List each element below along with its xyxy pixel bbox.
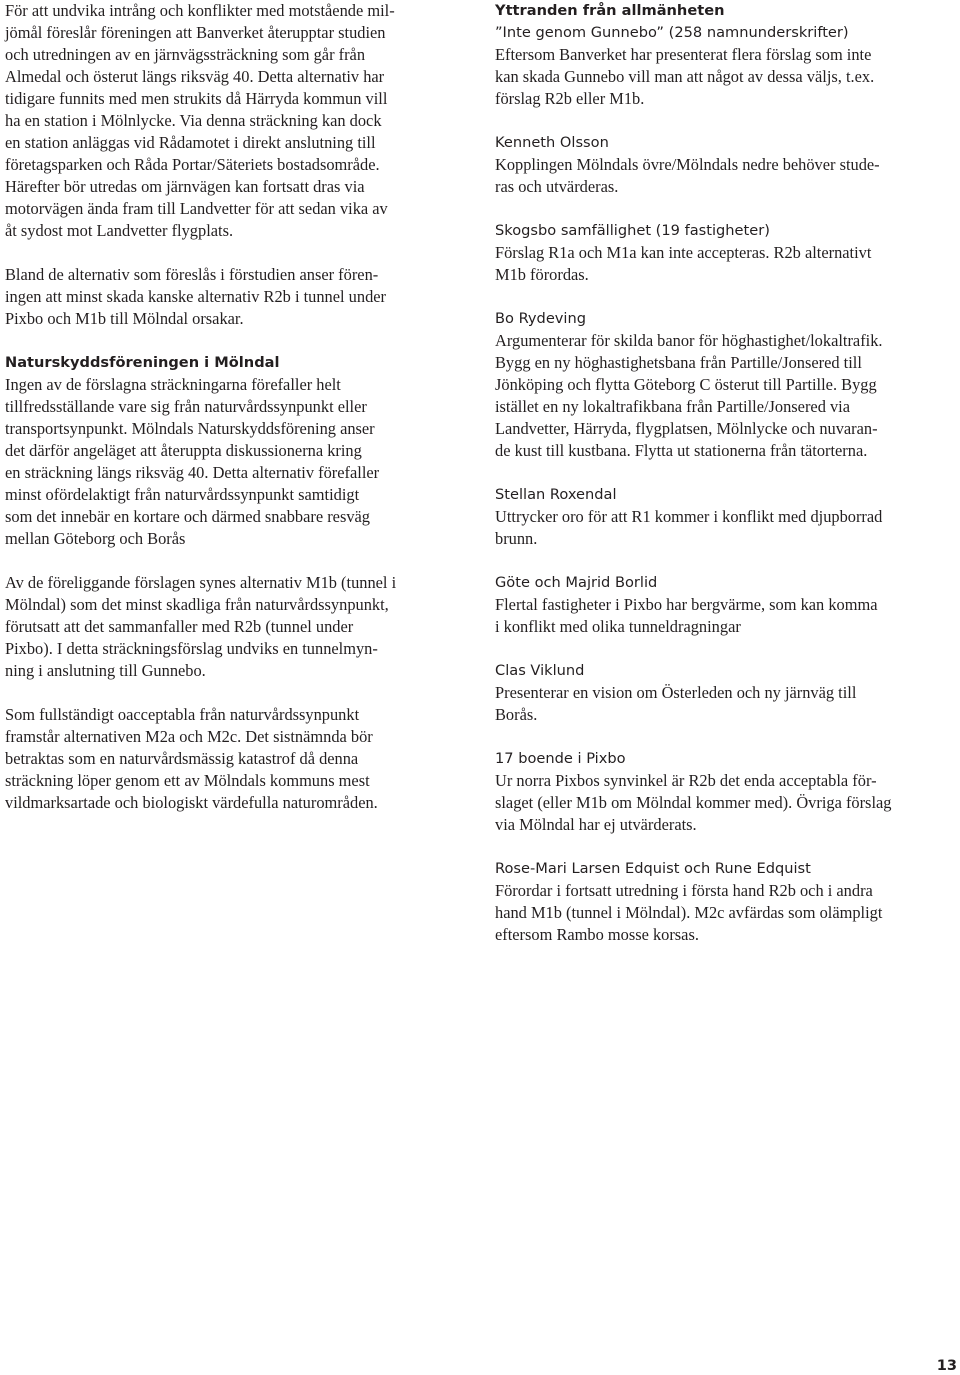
- statement-entry: [495, 858, 957, 946]
- spacer: [495, 110, 957, 132]
- statement-entry: [495, 308, 957, 462]
- statement-text: Flertal fastigheter i Pixbo har bergvärme, som kan komma i konflikt med olika tunneldragningar: [495, 595, 878, 636]
- statement-author: Bo Rydeving: [495, 310, 587, 327]
- recommendation-paragraph: Bland de alternativ som föreslås i förstudien anser fören- ingen att minst skada kanske alternativ R2b i tunnel under Pixbo och M1b till Mölndal orsakar.: [5, 265, 386, 328]
- statement-author: ”Inte genom Gunnebo” (258 namnunderskrifter): [495, 24, 849, 41]
- spacer: [495, 726, 957, 748]
- statement-text: Förordar i fortsatt utredning i första hand R2b och i andra hand M1b (tunnel i Mölndal). M2c avfärdas som olämpligt eftersom Rambo mosse korsas.: [495, 881, 883, 944]
- spacer: [495, 286, 957, 308]
- statement-author: 17 boende i Pixbo: [495, 750, 626, 767]
- naturskydd-paragraph-3: Som fullständigt oacceptabla från naturvårdssynpunkt framstår alternativen M2a och M2c. Det sistnämnda bör betraktas som en naturvårdsmässig katastrof då denna sträckning löper genom ett av Mölndals kommuns mest vildmarksartade och biologiskt värdefulla naturområden.: [5, 705, 378, 812]
- statement-entry: [495, 22, 957, 110]
- statement-entry: [495, 572, 957, 638]
- statement-author: Rose-Mari Larsen Edquist och Rune Edquist: [495, 860, 811, 877]
- spacer: [5, 682, 467, 704]
- spacer: [5, 330, 467, 352]
- statement-entry: [495, 220, 957, 286]
- statement-author: Kenneth Olsson: [495, 134, 609, 151]
- spacer: [495, 836, 957, 858]
- statement-entry: [495, 748, 957, 836]
- statement-author: Göte och Majrid Borlid: [495, 574, 658, 591]
- left-column: [5, 0, 467, 814]
- spacer: [5, 242, 467, 264]
- naturskydd-paragraph-1: Ingen av de förslagna sträckningarna förefaller helt tillfredsställande vare sig från naturvårdssynpunkt eller transportsynpunkt. Mölndals Naturskyddsförening anser det därför angeläget att återuppta diskussionerna kring en sträckning längs riksväg 40. Detta alternativ förefaller minst ofördelaktigt från naturvårdssynpunkt samtidigt som det innebär en kortare och därmed snabbare resväg mellan Göteborg och Borås: [5, 375, 380, 548]
- spacer: [495, 638, 957, 660]
- statement-text: Presenterar en vision om Österleden och ny järnväg till Borås.: [495, 683, 857, 724]
- page-number: 13: [936, 1357, 957, 1374]
- spacer: [495, 198, 957, 220]
- naturskydd-paragraph-2: Av de föreliggande förslagen synes alternativ M1b (tunnel i Mölndal) som det minst skadliga från naturvårdssynpunkt, förutsatt att det sammanfaller med R2b (tunnel under Pixbo). I detta sträckningsförslag undviks en tunnelmyn- ning i anslutning till Gunnebo.: [5, 573, 397, 680]
- statement-author: Skogsbo samfällighet (19 fastigheter): [495, 222, 770, 239]
- spacer: [495, 462, 957, 484]
- spacer: [5, 550, 467, 572]
- statement-text: Eftersom Banverket har presenterat flera förslag som inte kan skada Gunnebo vill man att något av dessa väljs, t.ex. förslag R2b eller M1b.: [495, 45, 875, 108]
- right-column: [495, 0, 957, 946]
- statement-text: Förslag R1a och M1a kan inte accepteras. R2b alternativt M1b förordas.: [495, 243, 872, 284]
- public-statements-heading: Yttranden från allmänheten: [495, 2, 725, 19]
- statement-entry: [495, 132, 957, 198]
- intro-paragraph: För att undvika intrång och konflikter med motstående mil- jömål föreslår föreningen att Banverket återupptar studien och utredningen av en järnvägssträckning som går från Almedal och österut längs riksväg 40. Detta alternativ har tidigare funnits med men strukits då Härryda kommun vill ha en station i Mölnlycke. Via denna sträckning kan dock en station anläggas vid Rådamotet i direkt anslutning till företagsparken och Råda Portar/Säteriets bostadsområde. Härefter bör utredas om järnvägen kan fortsatt dras via motorvägen ända fram till Landvetter för att sedan vika av åt sydost mot Landvetter flygplats.: [5, 1, 395, 240]
- statement-author: Clas Viklund: [495, 662, 585, 679]
- statement-text: Ur norra Pixbos synvinkel är R2b det enda acceptabla för- slaget (eller M1b om Mölndal kommer med). Övriga förslag via Mölndal har ej utvärderats.: [495, 771, 892, 834]
- statement-text: Uttrycker oro för att R1 kommer i konflikt med djupborrad brunn.: [495, 507, 883, 548]
- statement-text: Kopplingen Mölndals övre/Mölndals nedre behöver stude- ras och utvärderas.: [495, 155, 880, 196]
- spacer: [495, 550, 957, 572]
- statement-author: Stellan Roxendal: [495, 486, 617, 503]
- statement-entry: [495, 660, 957, 726]
- statement-entry: [495, 484, 957, 550]
- naturskydd-heading: Naturskyddsföreningen i Mölndal: [5, 354, 280, 371]
- statement-text: Argumenterar för skilda banor för höghastighet/lokaltrafik. Bygg en ny höghastighetsbana från Partille/Jonsered till Jönköping och flytta Göteborg C österut till Partille. Bygg istället en ny lokaltrafikbana från Partille/Jonsered via Landvetter, Härryda, flygplatsen, Mölnlycke och nuvaran- de kust till kustbana. Flytta ut stationerna från tätorterna.: [495, 331, 883, 460]
